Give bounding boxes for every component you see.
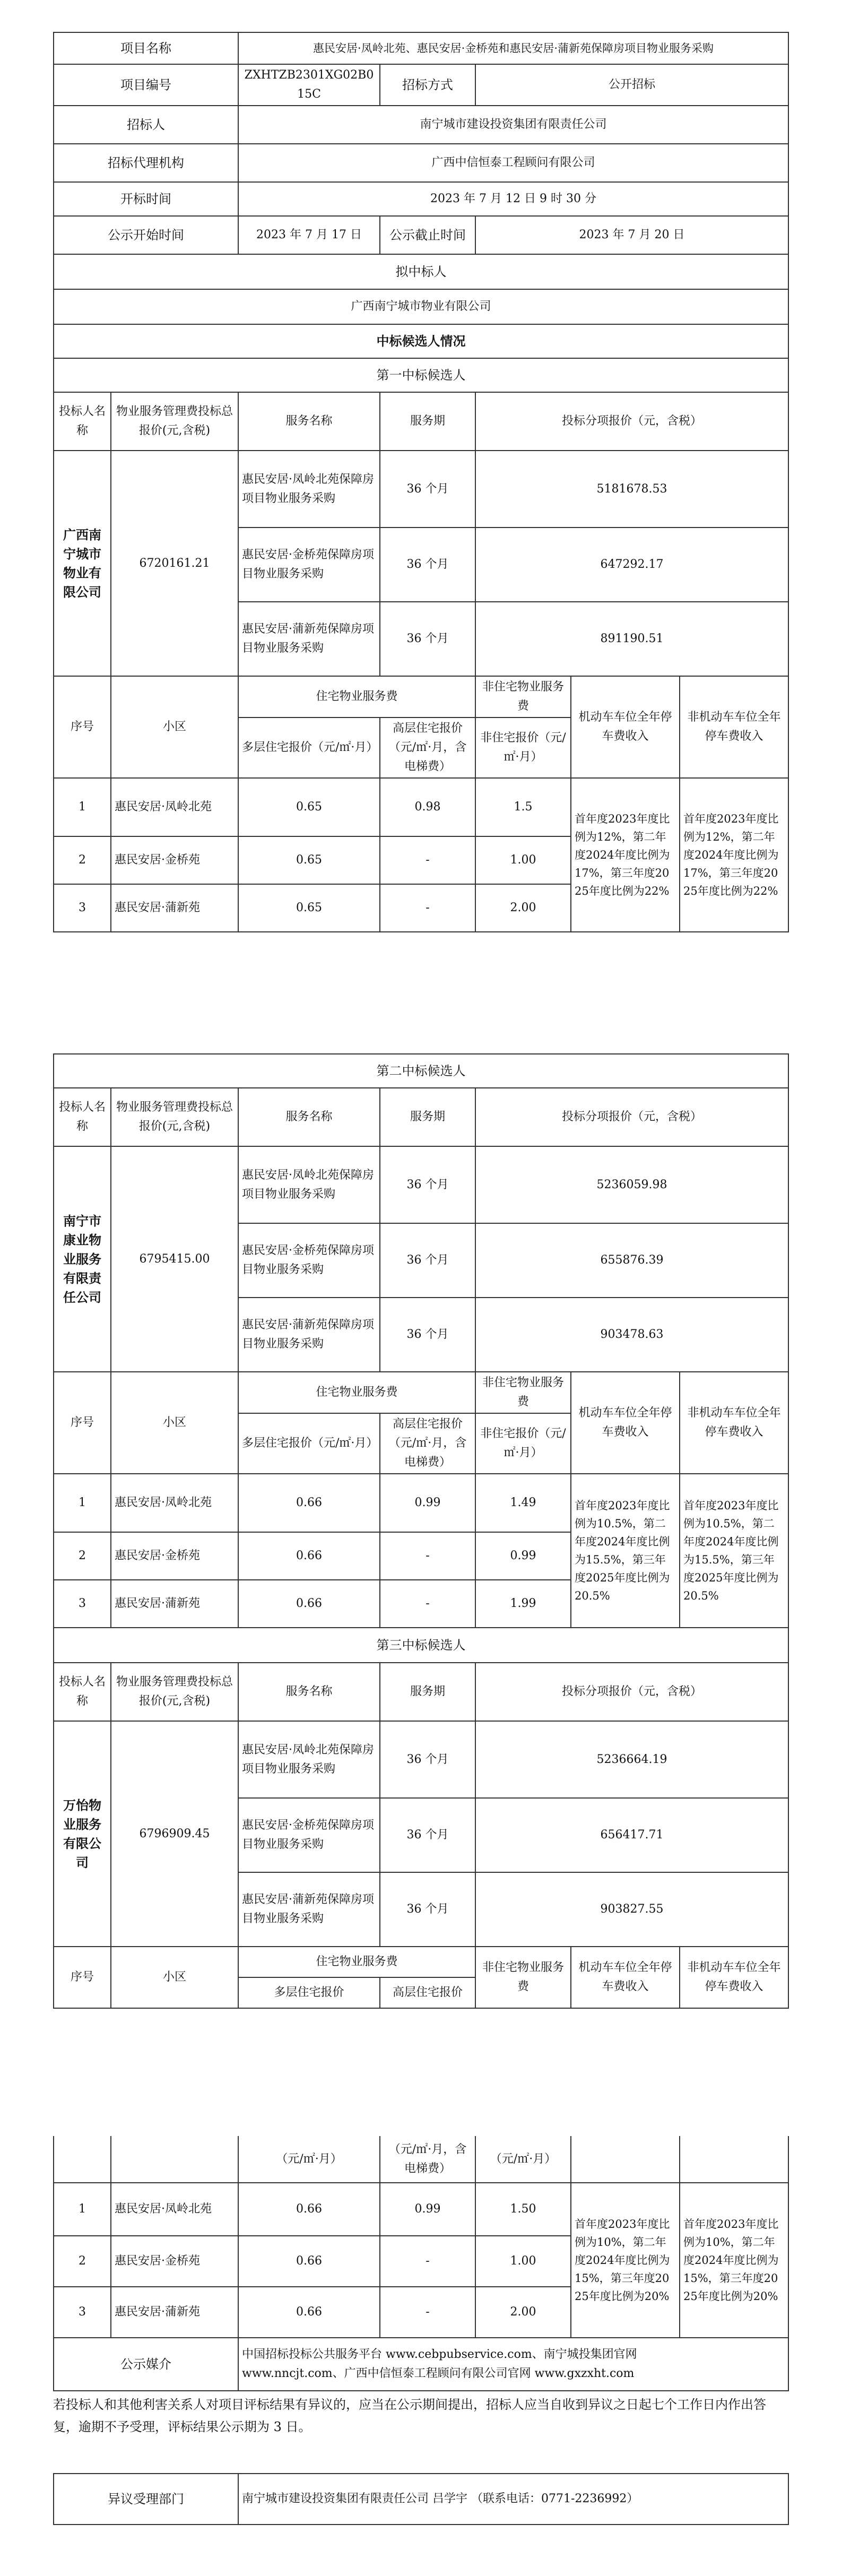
row-multi: 0.65 (238, 778, 380, 836)
item-price: 656417.71 (475, 1798, 788, 1872)
objection-label: 异议受理部门 (54, 2474, 238, 2525)
row-nonres: 1.99 (475, 1580, 571, 1628)
pub-end-value: 2023 年 7 月 20 日 (475, 216, 788, 254)
method-value: 公开招标 (475, 64, 788, 106)
project-no-value: ZXHTZB2301XG02B015C (238, 64, 380, 106)
row-community: 惠民安居·金桥苑 (111, 1532, 238, 1580)
candidate-3-bidder: 万怡物业服务有限公司 (54, 1721, 111, 1947)
bidder-header: 投标人名称 (54, 1663, 111, 1721)
blank-cell (680, 2136, 788, 2183)
residential-header: 住宅物业服务费 (238, 1372, 475, 1413)
row-nonres: 1.00 (475, 2236, 571, 2287)
row-community: 惠民安居·蒲新苑 (111, 884, 238, 932)
item-name: 惠民安居·蒲新苑保障房项目物业服务采购 (238, 1298, 380, 1372)
multi-header: 多层住宅报价（元/㎡·月） (238, 718, 380, 778)
objection-table (53, 2473, 789, 2525)
blank-cell (111, 2136, 238, 2183)
multi-short-header: 多层住宅报价 (238, 1977, 380, 2008)
row-community: 惠民安居·蒲新苑 (111, 2287, 238, 2338)
service-name-header: 服务名称 (238, 1663, 380, 1721)
item-price: 647292.17 (475, 528, 788, 602)
nonres-unit-header: 非住宅报价（元/㎡·月） (475, 718, 571, 778)
period-header: 服务期 (380, 1088, 475, 1146)
total-header: 物业服务管理费投标总报价(元,含税) (111, 1663, 238, 1721)
project-info-table (53, 32, 789, 359)
motor-header: 机动车车位全年停车费收入 (571, 1372, 680, 1474)
high-header: 高层住宅报价（元/㎡·月，含电梯费） (380, 1413, 475, 1474)
proposed-winner-label: 拟中标人 (54, 254, 788, 289)
candidate-2-total: 6795415.00 (111, 1146, 238, 1372)
item-name: 惠民安居·凤岭北苑保障房项目物业服务采购 (238, 451, 380, 528)
bidder-header: 投标人名称 (54, 1088, 111, 1146)
nonres-header: 非住宅物业服务费 (475, 676, 571, 718)
community-header: 小区 (111, 1372, 238, 1474)
tenderer-value: 南宁城市建设投资集团有限责任公司 (238, 106, 788, 144)
candidate-2-bidder: 南宁市康业物业服务有限责任公司 (54, 1146, 111, 1372)
residential-header: 住宅物业服务费 (238, 1947, 475, 1977)
candidate-3-continued-table (53, 2136, 789, 2391)
row-high: - (380, 1580, 475, 1628)
service-name-header: 服务名称 (238, 392, 380, 451)
motor-ratio: 首年度2023年度比例为12%，第二年度2024年度比例为17%，第三年度2025年度比例为22% (571, 778, 680, 932)
row-multi: 0.66 (238, 2287, 380, 2338)
sub-price-header: 投标分项报价（元，含税） (475, 1088, 788, 1146)
item-price: 903827.55 (475, 1872, 788, 1947)
candidate-1-table (53, 358, 789, 932)
non-motor-ratio: 首年度2023年度比例为10%，第二年度2024年度比例为15%，第三年度2025年度比例为20% (680, 2183, 788, 2338)
item-price: 5236664.19 (475, 1721, 788, 1798)
row-multi: 0.65 (238, 836, 380, 884)
row-nonres: 0.99 (475, 1532, 571, 1580)
candidate-2-table (53, 1053, 789, 1628)
item-name: 惠民安居·凤岭北苑保障房项目物业服务采购 (238, 1146, 380, 1223)
row-seq: 1 (54, 1474, 111, 1532)
row-seq: 2 (54, 836, 111, 884)
row-multi: 0.66 (238, 2183, 380, 2236)
seq-header: 序号 (54, 676, 111, 778)
objection-section (53, 2473, 789, 2525)
pub-start-label: 公示开始时间 (54, 216, 238, 254)
item-period: 36 个月 (380, 602, 475, 676)
motor-ratio: 首年度2023年度比例为10.5%，第二年度2024年度比例为15.5%，第三年度2025年度比例为20.5% (571, 1474, 680, 1628)
agency-label: 招标代理机构 (54, 144, 238, 182)
project-no-label: 项目编号 (54, 64, 238, 106)
row-community: 惠民安居·金桥苑 (111, 836, 238, 884)
non-motor-header: 非机动车车位全年停车费收入 (680, 1947, 788, 2008)
item-period: 36 个月 (380, 528, 475, 602)
candidates-heading: 中标候选人情况 (54, 324, 788, 358)
item-period: 36 个月 (380, 1146, 475, 1223)
row-seq: 3 (54, 1580, 111, 1628)
proposed-winner-value: 广西南宁城市物业有限公司 (54, 289, 788, 324)
item-price: 5181678.53 (475, 451, 788, 528)
total-header: 物业服务管理费投标总报价(元,含税) (111, 392, 238, 451)
motor-header: 机动车车位全年停车费收入 (571, 1947, 680, 2008)
media-value (238, 2338, 788, 2391)
service-name-header: 服务名称 (238, 1088, 380, 1146)
candidate-3-title: 第三中标候选人 (54, 1628, 788, 1663)
item-period: 36 个月 (380, 1298, 475, 1372)
open-time-label: 开标时间 (54, 182, 238, 216)
row-multi: 0.66 (238, 1532, 380, 1580)
objection-notice: 若投标人和其他利害关系人对项目评标结果有异议的，应当在公示期间提出，招标人应当自收到异议之日起七个工作日内作出答复，逾期不予受理，评标结果公示期为 3 日。 (53, 2397, 766, 2434)
row-nonres: 1.5 (475, 778, 571, 836)
row-nonres: 2.00 (475, 2287, 571, 2338)
item-period: 36 个月 (380, 451, 475, 528)
tenderer-label: 招标人 (54, 106, 238, 144)
row-seq: 2 (54, 1532, 111, 1580)
item-period: 36 个月 (380, 1872, 475, 1947)
item-price: 655876.39 (475, 1223, 788, 1298)
high-header: 高层住宅报价（元/㎡·月，含电梯费） (380, 718, 475, 778)
unit-nonres: （元/㎡·月） (475, 2136, 571, 2183)
item-period: 36 个月 (380, 1798, 475, 1872)
candidate-2-title: 第二中标候选人 (54, 1054, 788, 1088)
multi-header: 多层住宅报价（元/㎡·月） (238, 1413, 380, 1474)
unit-multi: （元/㎡·月） (238, 2136, 380, 2183)
seq-header: 序号 (54, 1947, 111, 2008)
residential-header: 住宅物业服务费 (238, 676, 475, 718)
non-motor-header: 非机动车车位全年停车费收入 (680, 676, 788, 778)
row-nonres: 1.50 (475, 2183, 571, 2236)
bidder-header: 投标人名称 (54, 392, 111, 451)
row-high: 0.99 (380, 1474, 475, 1532)
method-label: 招标方式 (380, 64, 475, 106)
nonres-header: 非住宅物业服务费 (475, 1947, 571, 2008)
sub-price-header: 投标分项报价（元，含税） (475, 392, 788, 451)
row-nonres: 1.00 (475, 836, 571, 884)
pub-start-value: 2023 年 7 月 17 日 (238, 216, 380, 254)
candidate-1-title: 第一中标候选人 (54, 358, 788, 392)
media-line-1: 中国招标投标公共服务平台 www.cebpubservice.com、南宁城投集团官网 (242, 2348, 637, 2361)
row-seq: 2 (54, 2236, 111, 2287)
row-community: 惠民安居·蒲新苑 (111, 1580, 238, 1628)
item-price: 903478.63 (475, 1298, 788, 1372)
item-price: 5236059.98 (475, 1146, 788, 1223)
media-line-2: www.nncjt.com、广西中信恒泰工程顾问有限公司官网 www.gxzxht.com (242, 2367, 635, 2380)
non-motor-ratio: 首年度2023年度比例为12%，第二年度2024年度比例为17%，第三年度2025年度比例为22% (680, 778, 788, 932)
blank-cell (54, 2136, 111, 2183)
row-community: 惠民安居·金桥苑 (111, 2236, 238, 2287)
agency-value: 广西中信恒泰工程顾问有限公司 (238, 144, 788, 182)
row-seq: 3 (54, 2287, 111, 2338)
item-name: 惠民安居·蒲新苑保障房项目物业服务采购 (238, 1872, 380, 1947)
non-motor-header: 非机动车车位全年停车费收入 (680, 1372, 788, 1474)
row-multi: 0.66 (238, 2236, 380, 2287)
item-period: 36 个月 (380, 1223, 475, 1298)
item-name: 惠民安居·凤岭北苑保障房项目物业服务采购 (238, 1721, 380, 1798)
row-high: - (380, 884, 475, 932)
candidate-1-total: 6720161.21 (111, 451, 238, 676)
item-period: 36 个月 (380, 1721, 475, 1798)
row-seq: 1 (54, 778, 111, 836)
period-header: 服务期 (380, 1663, 475, 1721)
high-short-header: 高层住宅报价 (380, 1977, 475, 2008)
project-name-label: 项目名称 (54, 32, 238, 64)
item-name: 惠民安居·金桥苑保障房项目物业服务采购 (238, 1223, 380, 1298)
row-multi: 0.65 (238, 884, 380, 932)
project-info-section (53, 32, 789, 932)
unit-high: （元/㎡·月，含电梯费） (380, 2136, 475, 2183)
row-multi: 0.66 (238, 1580, 380, 1628)
row-high: - (380, 836, 475, 884)
objection-value: 南宁城市建设投资集团有限责任公司 吕学宇 （联系电话：0771-2236992） (238, 2474, 788, 2525)
media-label: 公示媒介 (54, 2338, 238, 2391)
nonres-unit-header: 非住宅报价（元/㎡·月） (475, 1413, 571, 1474)
row-community: 惠民安居·凤岭北苑 (111, 2183, 238, 2236)
candidate-1-bidder: 广西南宁城市物业有限公司 (54, 451, 111, 676)
row-community: 惠民安居·凤岭北苑 (111, 778, 238, 836)
open-time-value: 2023 年 7 月 12 日 9 时 30 分 (238, 182, 788, 216)
period-header: 服务期 (380, 392, 475, 451)
sub-price-header: 投标分项报价（元，含税） (475, 1663, 788, 1721)
row-high: 0.98 (380, 778, 475, 836)
community-header: 小区 (111, 1947, 238, 2008)
seq-header: 序号 (54, 1372, 111, 1474)
row-high: - (380, 2236, 475, 2287)
item-price: 891190.51 (475, 602, 788, 676)
non-motor-ratio: 首年度2023年度比例为10.5%，第二年度2024年度比例为15.5%，第三年度2025年度比例为20.5% (680, 1474, 788, 1628)
row-seq: 1 (54, 2183, 111, 2236)
row-nonres: 1.49 (475, 1474, 571, 1532)
nonres-header: 非住宅物业服务费 (475, 1372, 571, 1413)
row-seq: 3 (54, 884, 111, 932)
candidate-3-continued-section (53, 2136, 789, 2391)
candidate-3-total: 6796909.45 (111, 1721, 238, 1947)
row-nonres: 2.00 (475, 884, 571, 932)
pub-end-label: 公示截止时间 (380, 216, 475, 254)
item-name: 惠民安居·蒲新苑保障房项目物业服务采购 (238, 602, 380, 676)
row-community: 惠民安居·凤岭北苑 (111, 1474, 238, 1532)
row-multi: 0.66 (238, 1474, 380, 1532)
candidate-3-table (53, 1627, 789, 2009)
blank-cell (571, 2136, 680, 2183)
motor-ratio: 首年度2023年度比例为10%，第二年度2024年度比例为15%，第三年度2025年度比例为20% (571, 2183, 680, 2338)
row-high: 0.99 (380, 2183, 475, 2236)
row-high: - (380, 1532, 475, 1580)
candidate-2-3-section (53, 1053, 789, 2009)
row-high: - (380, 2287, 475, 2338)
item-name: 惠民安居·金桥苑保障房项目物业服务采购 (238, 1798, 380, 1872)
project-name-value: 惠民安居·凤岭北苑、惠民安居·金桥苑和惠民安居·蒲新苑保障房项目物业服务采购 (238, 32, 788, 64)
item-name: 惠民安居·金桥苑保障房项目物业服务采购 (238, 528, 380, 602)
community-header: 小区 (111, 676, 238, 778)
total-header: 物业服务管理费投标总报价(元,含税) (111, 1088, 238, 1146)
motor-header: 机动车车位全年停车费收入 (571, 676, 680, 778)
